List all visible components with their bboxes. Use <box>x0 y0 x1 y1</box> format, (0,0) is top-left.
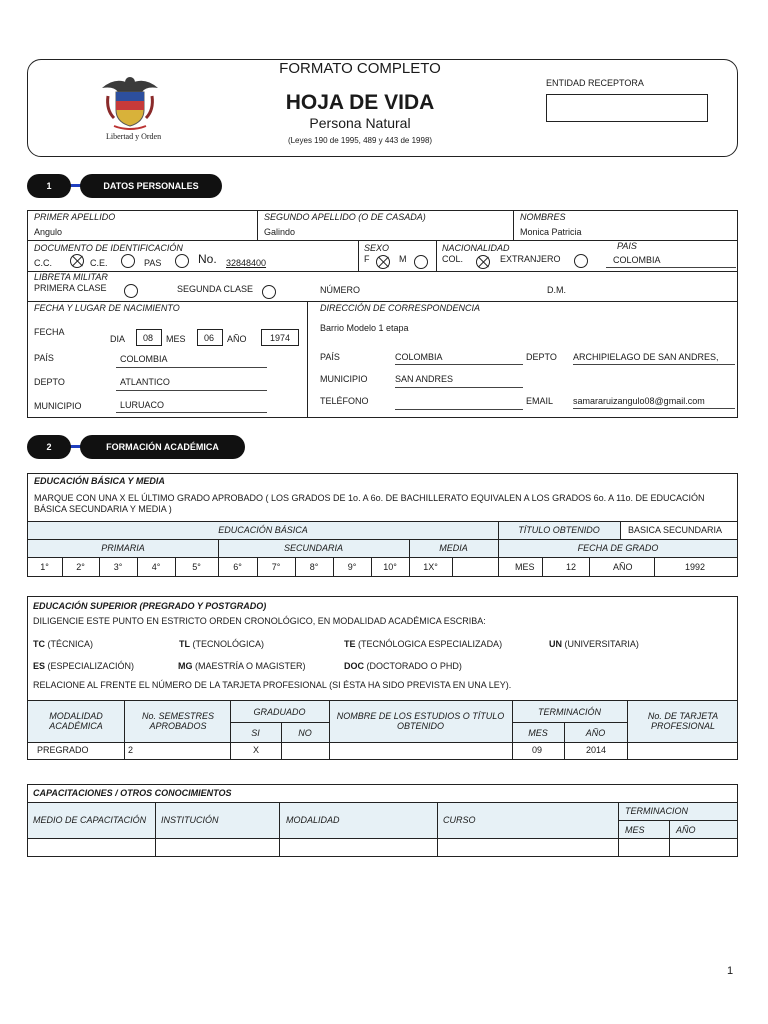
row-graduado-si[interactable]: X <box>253 745 260 755</box>
fecha-grado-header: FECHA DE GRADO <box>577 543 659 553</box>
extranjero-label: EXTRANJERO <box>500 254 561 264</box>
section-title-datos-personales: DATOS PERSONALES <box>80 174 222 198</box>
depto-corr-label: DEPTO <box>526 352 557 362</box>
grado-cell[interactable]: 7° <box>271 562 281 572</box>
grado-cell[interactable]: 2° <box>76 562 85 572</box>
grado-mes-value[interactable]: 12 <box>566 562 577 572</box>
tl-code: TL <box>179 639 190 649</box>
tl-desc: (TECNOLÓGICA) <box>192 639 265 649</box>
te-desc: (TECNÓLOGICA ESPECIALIZADA) <box>358 639 503 649</box>
row-terminacion-mes[interactable]: 09 <box>532 745 543 755</box>
dia-field[interactable]: 08 <box>136 329 162 346</box>
primaria-header: PRIMARIA <box>101 543 145 553</box>
email-label: EMAIL <box>526 396 554 406</box>
secundaria-header: SECUNDARIA <box>283 543 343 553</box>
doc-code: DOC <box>344 661 364 671</box>
pas-label: PAS <box>144 258 162 268</box>
superior-title: EDUCACIÓN SUPERIOR (PREGRADO Y POSTGRADO) <box>33 601 267 611</box>
grado-cell[interactable]: 8° <box>309 562 319 572</box>
cap-col-modalidad: MODALIDAD <box>286 815 340 825</box>
pais-nac-value[interactable]: COLOMBIA <box>120 354 168 364</box>
telefono-field[interactable] <box>395 409 523 410</box>
row-modalidad[interactable]: PREGRADO <box>37 745 89 755</box>
fecha-label: FECHA <box>34 327 65 337</box>
direccion-label: DIRECCIÓN DE CORRESPONDENCIA <box>320 303 481 313</box>
documento-label: DOCUMENTO DE IDENTIFICACIÓN <box>34 243 183 253</box>
section-number-2: 2 <box>27 435 71 459</box>
nacimiento-label: FECHA Y LUGAR DE NACIMIENTO <box>34 303 180 313</box>
ce-label: C.E. <box>90 258 108 268</box>
row-terminacion-anio[interactable]: 2014 <box>586 745 607 755</box>
nacionalidad-label: NACIONALIDAD <box>442 243 510 253</box>
municipio-nac-value[interactable]: LURUACO <box>120 400 165 410</box>
segunda-clase-label: SEGUNDA CLASE <box>177 284 254 294</box>
segundo-apellido-value[interactable]: Galindo <box>264 227 296 237</box>
grado-cell[interactable]: 6° <box>233 562 242 572</box>
grado-anio-value[interactable]: 1992 <box>685 562 706 572</box>
sexo-f-label: F <box>364 254 370 264</box>
cc-checkbox[interactable] <box>70 254 84 268</box>
segundo-apellido-label: SEGUNDO APELLIDO (O DE CASADA) <box>264 212 426 222</box>
pais-corr-label: PAÍS <box>320 352 340 362</box>
col-no-header: NO <box>298 728 312 738</box>
basica-instruction-2: BÁSICA SECUNDARIA Y MEDIA ) <box>34 504 172 514</box>
anio-field[interactable]: 1974 <box>261 329 299 346</box>
grado-cell[interactable]: 5° <box>192 562 201 572</box>
te-code: TE <box>344 639 356 649</box>
page-number: 1 <box>727 965 734 977</box>
cap-col-terminacion: TERMINACION <box>625 806 688 816</box>
grado-cell[interactable]: 9° <box>347 562 357 572</box>
doc-desc: (DOCTORADO O PHD) <box>366 661 462 671</box>
sexo-m-checkbox[interactable] <box>414 255 428 269</box>
educacion-basica-header: EDUCACIÓN BÁSICA <box>218 525 308 535</box>
col-modalidad-header: MODALIDAD ACADÉMICA <box>49 711 103 732</box>
depto-nac-label: DEPTO <box>34 377 65 387</box>
mg-desc: (MAESTRÍA O MAGISTER) <box>195 661 306 671</box>
entidad-receptora-field[interactable] <box>546 94 708 122</box>
col-graduado-header: GRADUADO <box>253 707 306 717</box>
col-semestres-header: No. SEMESTRES APROBADOS <box>141 711 215 732</box>
col-tarjeta-header: No. DE TARJETA PROFESIONAL <box>647 711 719 732</box>
dm-label: D.M. <box>547 285 566 295</box>
basica-instruction-1: MARQUE CON UNA X EL ÚLTIMO GRADO APROBADO ( LOS GRADOS DE 1o. A 6o. DE BACHILLERATO EQUIVALEN A LOS GRADOS 6o. A 11o. DE EDUCACIÓN <box>34 493 705 503</box>
col-si-header: SI <box>251 728 260 738</box>
depto-corr-value[interactable]: ARCHIPIELAGO DE SAN ANDRES, <box>573 352 719 362</box>
titulo-obtenido-value[interactable]: BASICA SECUNDARIA <box>628 525 723 535</box>
grado-cell[interactable]: 1° <box>40 562 49 572</box>
col-label: COL. <box>442 254 464 264</box>
es-code: ES <box>33 661 46 671</box>
grado-cell[interactable]: 4° <box>151 562 161 572</box>
col-mes-header: MES <box>528 728 548 738</box>
depto-nac-value[interactable]: ATLANTICO <box>120 377 170 387</box>
primera-clase-checkbox[interactable] <box>124 284 138 298</box>
formato-label: FORMATO COMPLETO <box>279 60 441 77</box>
cap-col-mes: MES <box>625 825 645 835</box>
telefono-label: TELÉFONO <box>320 396 369 406</box>
pas-checkbox[interactable] <box>175 254 189 268</box>
un-code: UN <box>549 639 562 649</box>
doc-number-label: No. <box>198 252 217 266</box>
grado-mes-label: MES <box>515 562 535 572</box>
pais-label: PAIS <box>617 241 637 251</box>
cap-col-curso: CURSO <box>443 815 476 825</box>
laws-reference: (Leyes 190 de 1995, 489 y 443 de 1998) <box>287 136 433 145</box>
grado-cell[interactable]: 3° <box>113 562 123 572</box>
nombres-value[interactable]: Monica Patricia <box>520 227 582 237</box>
cap-col-anio: AÑO <box>676 825 696 835</box>
mes-label: MES <box>166 334 186 344</box>
row-semestres[interactable]: 2 <box>128 745 134 755</box>
numero-label: NÚMERO <box>320 285 360 295</box>
logo-motto: Libertad y Orden <box>106 132 162 141</box>
superior-instruction: DILIGENCIE ESTE PUNTO EN ESTRICTO ORDEN CRONOLÓGICO, EN MODALIDAD ACADÉMICA ESCRIBA: <box>33 616 486 626</box>
nombres-label: NOMBRES <box>520 212 566 222</box>
email-value[interactable]: samararuizangulo08@gmail.com <box>573 396 705 406</box>
ce-checkbox[interactable] <box>121 254 135 268</box>
grado-cell[interactable]: 1X° <box>423 562 438 572</box>
cap-col-medio: MEDIO DE CAPACITACIÓN <box>33 815 147 825</box>
segunda-clase-checkbox[interactable] <box>262 285 276 299</box>
grado-cell[interactable]: 10° <box>383 562 397 572</box>
municipio-nac-label: MUNICIPIO <box>34 401 82 411</box>
un-desc: (UNIVERSITARIA) <box>564 639 639 649</box>
es-desc: (ESPECIALIZACIÓN) <box>47 661 135 671</box>
col-terminacion-header: TERMINACIÓN <box>538 707 601 717</box>
documento-number-value[interactable]: 32848400 <box>226 258 267 268</box>
capacitaciones-title: CAPACITACIONES / OTROS CONOCIMIENTOS <box>33 788 232 798</box>
primera-clase-label: PRIMERA CLASE <box>34 283 107 293</box>
pais-value[interactable]: COLOMBIA <box>613 255 661 265</box>
tc-code: TC <box>33 639 45 649</box>
tc-desc: (TÉCNICA) <box>47 639 94 649</box>
primer-apellido-value[interactable]: Angulo <box>34 227 63 237</box>
mg-code: MG <box>178 661 193 671</box>
mes-field[interactable]: 06 <box>197 329 223 346</box>
col-checkbox[interactable] <box>476 255 490 269</box>
section-title-formacion-academica: FORMACIÓN ACADÉMICA <box>80 435 245 459</box>
extranjero-checkbox[interactable] <box>574 254 588 268</box>
media-header: MEDIA <box>439 543 468 553</box>
section-number-1: 1 <box>27 174 71 198</box>
anio-label: AÑO <box>227 334 247 344</box>
basica-title: EDUCACIÓN BÁSICA Y MEDIA <box>34 476 165 486</box>
sexo-f-checkbox[interactable] <box>376 255 390 269</box>
direccion-value[interactable]: Barrio Modelo 1 etapa <box>320 323 409 333</box>
pais-nac-label: PAÍS <box>34 353 54 363</box>
page-subtitle: Persona Natural <box>309 115 411 131</box>
relacione-instruction: RELACIONE AL FRENTE EL NÚMERO DE LA TARJETA PROFESIONAL (SI ÉSTA HA SIDO PREVISTA EN UNA LEY). <box>33 680 512 690</box>
dia-label: DIA <box>110 334 126 344</box>
col-anio-header: AÑO <box>585 728 606 738</box>
col-nombre-header: NOMBRE DE LOS ESTUDIOS O TÍTULO OBTENIDO <box>336 711 505 732</box>
primer-apellido-label: PRIMER APELLIDO <box>34 212 116 222</box>
entidad-receptora-label: ENTIDAD RECEPTORA <box>546 78 644 88</box>
titulo-obtenido-label: TÍTULO OBTENIDO <box>518 525 600 535</box>
cc-label: C.C. <box>34 258 52 268</box>
colombia-coat-of-arms-logo <box>96 70 164 144</box>
libreta-militar-label: LIBRETA MILITAR <box>34 272 108 282</box>
sexo-label: SEXO <box>364 243 390 253</box>
municipio-corr-value[interactable]: SAN ANDRES <box>395 374 454 384</box>
pais-corr-value[interactable]: COLOMBIA <box>395 352 443 362</box>
municipio-corr-label: MUNICIPIO <box>320 374 368 384</box>
grado-anio-label: AÑO <box>613 562 633 572</box>
sexo-m-label: M <box>399 254 407 264</box>
page-title: HOJA DE VIDA <box>285 91 435 114</box>
cap-col-institucion: INSTITUCIÓN <box>161 815 219 825</box>
